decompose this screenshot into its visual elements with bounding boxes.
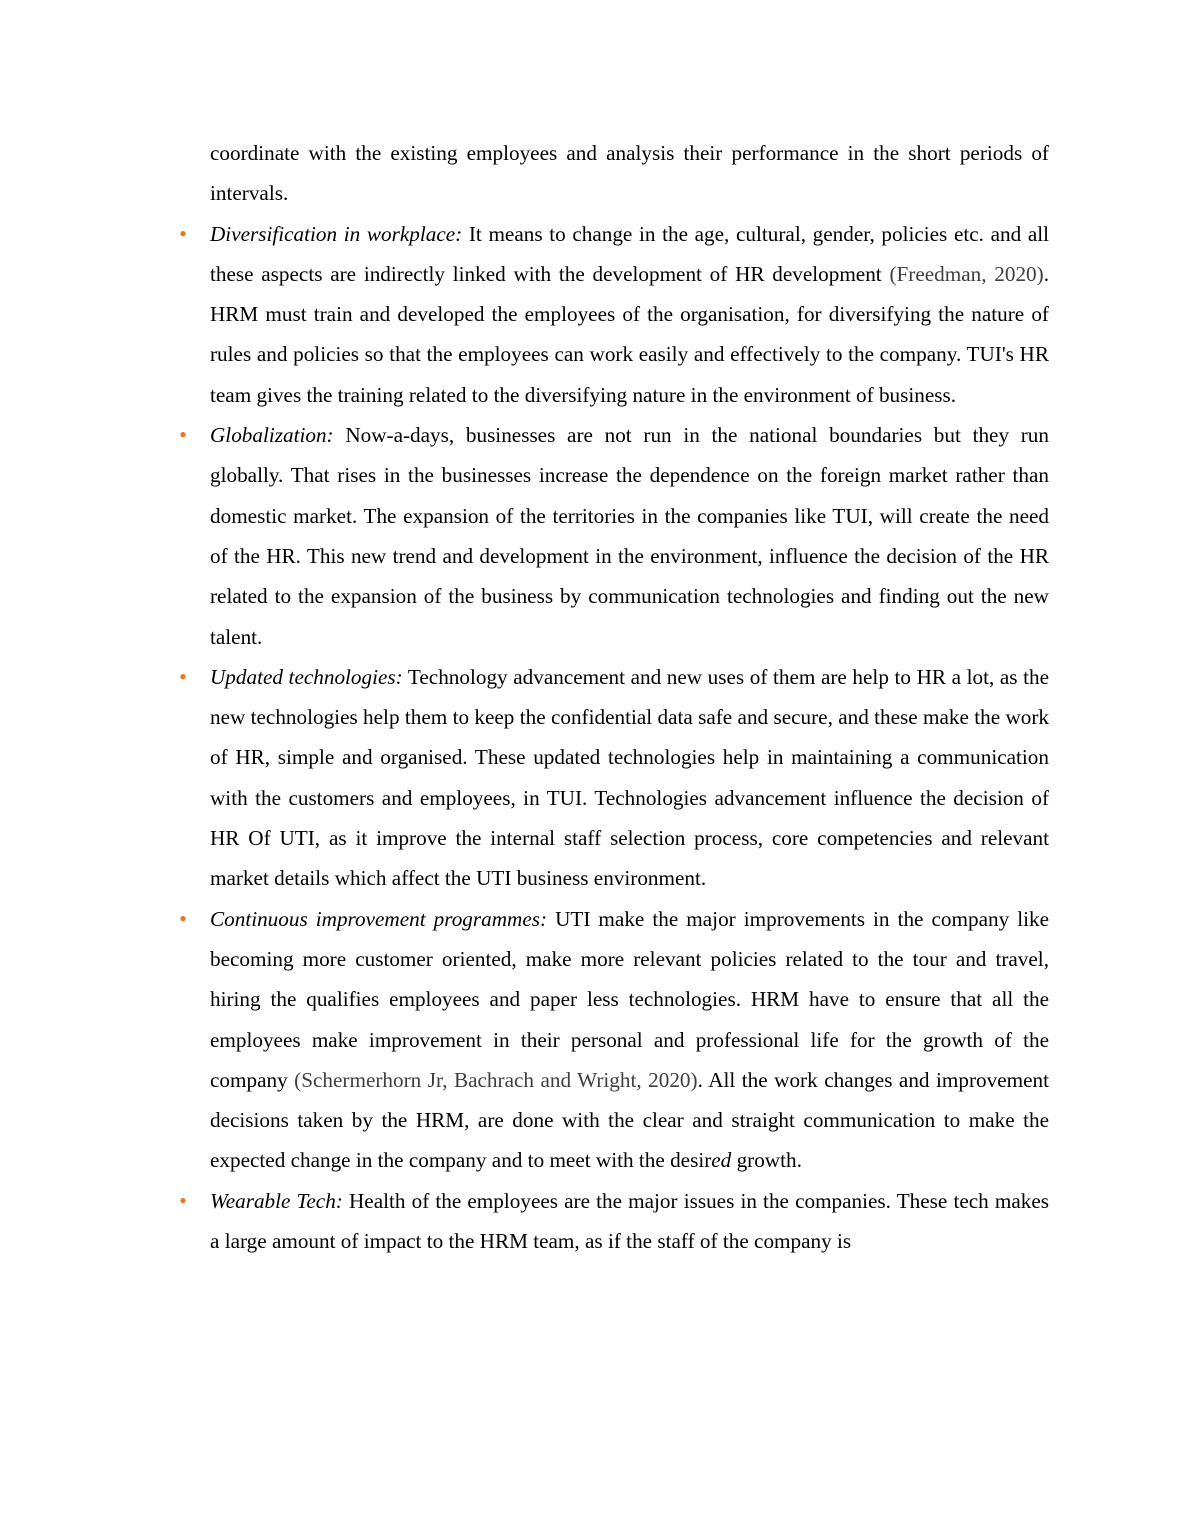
list-item-heading: Updated technologies: xyxy=(210,664,403,689)
list-item-wearable-tech xyxy=(179,1181,1049,1262)
list-item-continuous-improvement xyxy=(179,899,1049,1181)
list-item-text-italic: ed xyxy=(711,1148,732,1173)
list-item-diversification xyxy=(179,214,1049,415)
list-item-paragraph xyxy=(210,214,1049,415)
list-item-text: Technology advancement and new uses of them are help to HR a lot, as the new technologies help them to keep the confidential data safe and secure, and these make the work of HR, simple and organised. These updated technologies help in maintaining a communication with the customers and employees, in TUI. Technologies advancement influence the decision of HR Of UTI, as it improve the internal staff selection process, core competencies and relevant market details which affect the UTI business environment. xyxy=(210,664,1050,891)
list-item-paragraph xyxy=(210,415,1049,657)
citation: (Freedman, 2020) xyxy=(889,261,1044,286)
list-item-paragraph xyxy=(210,1181,1049,1262)
list-item-text: . All the work changes and improvement decisions taken by the HRM, are done with the clear and straight communication to make the expected change in the company and to meet with the desir xyxy=(210,1067,1049,1173)
list-item-heading: Wearable Tech: xyxy=(210,1188,343,1213)
list-item-heading: Continuous improvement programmes: xyxy=(210,906,548,931)
bullet-icon: • xyxy=(179,1187,187,1213)
list-item-text: . HRM must train and developed the employees of the organisation, for diversifying the nature of rules and policies so that the employees can work easily and effectively to the company. TUI's HR team gives the training related to the diversifying nature in the environment of business. xyxy=(210,261,1049,407)
list-item-text: UTI make the major improvements in the company like becoming more customer oriented, make more relevant policies related to the tour and travel, hiring the qualifies employees and paper less technologies. HRM have to ensure that all the employees make improvement in their personal and professional life for the growth of the company xyxy=(210,906,1049,1092)
citation: (Schermerhorn Jr, Bachrach and Wright, 2020) xyxy=(294,1067,698,1092)
bullet-icon: • xyxy=(179,422,187,448)
list-item-globalization xyxy=(179,415,1049,657)
list-item-text: growth. xyxy=(731,1148,802,1173)
bullet-icon: • xyxy=(179,663,187,689)
list-item-paragraph xyxy=(210,899,1049,1181)
body-text xyxy=(179,133,1050,1261)
list-item-paragraph xyxy=(210,657,1049,899)
continuation-text: coordinate with the existing employees and analysis their performance in the short periods of intervals. xyxy=(210,141,1049,206)
list-item-updated-technologies xyxy=(179,657,1050,899)
list-item-text: It means to change in the age, cultural, gender, policies etc. and all these aspects are indirectly linked with the development of HR development xyxy=(210,221,1049,286)
bullet-icon: • xyxy=(179,220,187,246)
list-item-heading: Diversification in workplace: xyxy=(210,221,463,246)
list-item-text: Now-a-days, businesses are not run in the national boundaries but they run globally. That rises in the businesses increase the dependence on the foreign market rather than domestic market. The expansion of the territories in the companies like TUI, will create the need of the HR. This new trend and development in the environment, influence the decision of the HR related to the expansion of the business by communication technologies and finding out the new talent. xyxy=(210,423,1049,649)
list-item-heading: Globalization: xyxy=(210,423,334,448)
list-item-text: Health of the employees are the major issues in the companies. These tech makes a large amount of impact to the HRM team, as if the staff of the company is xyxy=(210,1188,1049,1254)
continuation-paragraph xyxy=(210,133,1049,214)
bullet-icon: • xyxy=(179,905,187,931)
